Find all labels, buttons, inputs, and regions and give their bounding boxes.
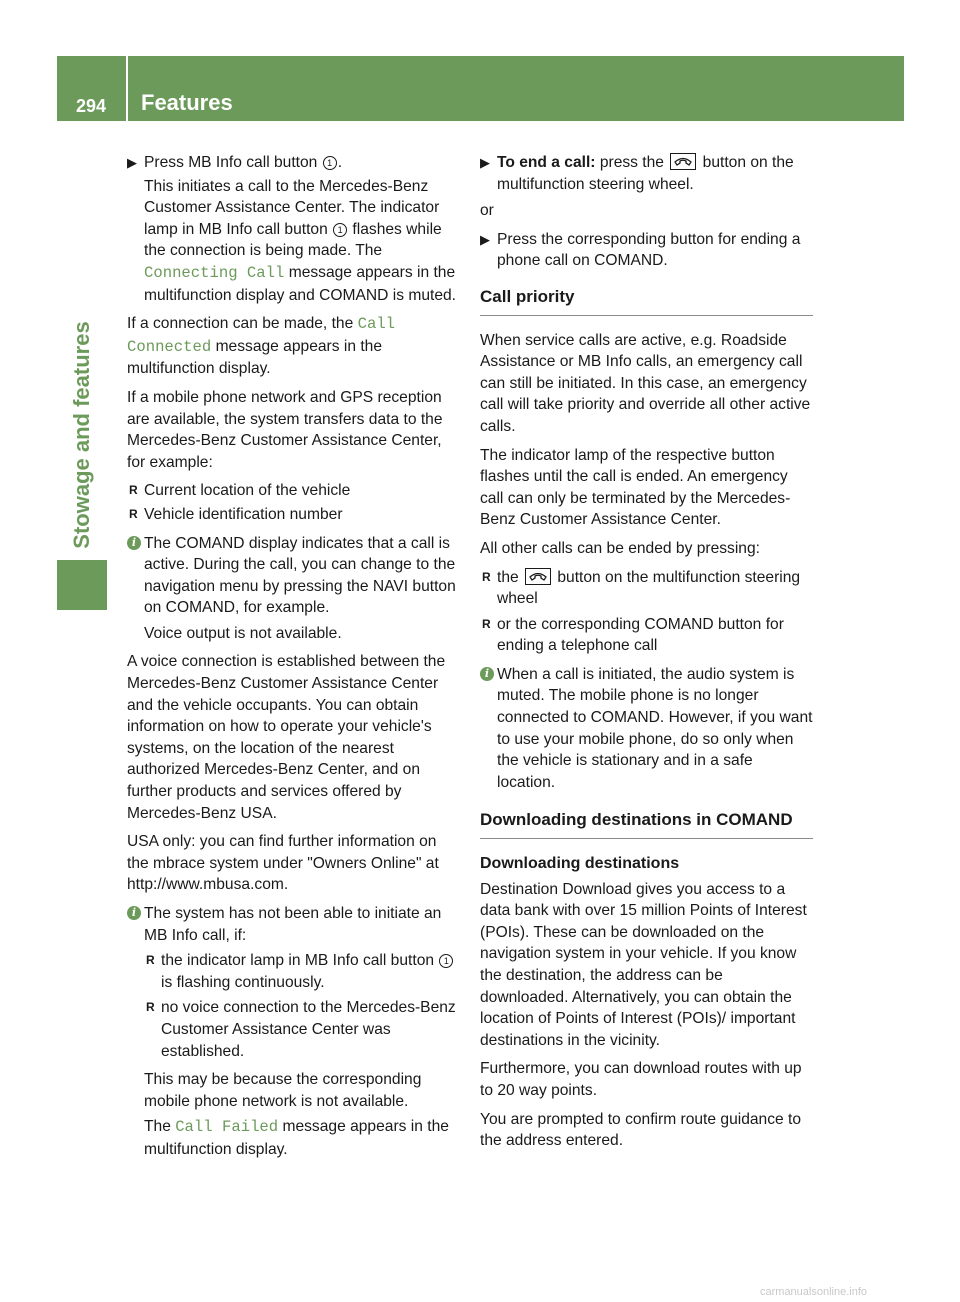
right-column (480, 152, 813, 1159)
list-item: R Vehicle identification number (127, 504, 460, 526)
list-item: R Current location of the vehicle (127, 480, 460, 502)
paragraph-download-2: Furthermore, you can download routes with up to 20 way points. (480, 1060, 802, 1099)
arrow-right-icon: ▶ (480, 231, 490, 247)
sidebar-chapter-marker (57, 560, 107, 610)
callout-number-icon: 1 (323, 156, 337, 170)
info-icon: i (127, 906, 141, 920)
end-call-icon (525, 568, 551, 585)
paragraph-network: If a mobile phone network and GPS reception are available, the system transfers data to the Mercedes-Benz Customer Assistance Center, for example: (127, 388, 443, 471)
heading-downloading-destinations-comand: Downloading destinations in COMAND (480, 809, 813, 839)
callout-number-icon: 1 (439, 954, 453, 968)
end-call-icon (670, 153, 696, 170)
arrow-right-icon: ▶ (480, 155, 490, 170)
page-number: 294 (75, 96, 107, 116)
subheading-downloading-destinations: Downloading destinations (480, 855, 680, 873)
display-message: Connecting Call (144, 263, 285, 282)
section-title: Features (141, 90, 233, 115)
info-note-call-not-initiated: i The system has not been able to initiate an MB Info call, if: R the indicator lamp in MB Info call button 1 is flashing continuously. R no voice connection to the Mercedes-Benz Customer Assistance Center was established. This may be because the corresponding mobile phone network is not available. The Call Failed message appears in the multifunction display. (127, 903, 460, 1161)
step-press-mb-info: ▶ Press MB Info call button 1 . (127, 152, 460, 174)
transfer-data-list (127, 480, 460, 525)
or-text: or (480, 202, 494, 220)
info-note-audio-muted: i When a call is initiated, the audio system is muted. The mobile phone is no longer connected to COMAND. However, if you want to use your mobile phone, do so only when the vehicle is stationary and in a safe location. (480, 664, 813, 794)
list-item: R the indicator lamp in MB Info call button 1 is flashing continuously. (144, 950, 460, 993)
display-message: Call Failed (175, 1118, 279, 1137)
paragraph-priority-2: The indicator lamp of the respective button flashes until the call is ended. An emergency call can only be terminated by the Mercedes-Benz Customer Assistance Center. (480, 446, 791, 529)
header-separator (126, 56, 128, 121)
step-end-call-comand: ▶ Press the corresponding button for ending a phone call on COMAND. (480, 230, 801, 270)
heading-call-priority: Call priority (480, 286, 813, 316)
list-item: R the button on the multifunction steering wheel (480, 567, 813, 610)
end-call-options-list (480, 567, 813, 657)
info-note-comand-display: i The COMAND display indicates that a call is active. During the call, you can change to the navigation menu by pressing the NAVI button on COMAND, for example. Voice output is not available. (127, 533, 460, 645)
paragraph-priority-3: All other calls can be ended by pressing: (480, 539, 760, 557)
display-message: Call Connected (127, 315, 396, 356)
footer-watermark: carmanualsonline.info (760, 1286, 868, 1298)
paragraph-priority-1: When service calls are active, e.g. Roadside Assistance or MB Info calls, an emergency call can still be initiated. In this case, an emergency call will take priority and override all other active calls. (480, 331, 811, 435)
paragraph-download-3: You are prompted to confirm route guidance to the address entered. (480, 1110, 802, 1150)
step-end-call: ▶ To end a call: press the button on the multifunction steering wheel. (480, 154, 794, 193)
paragraph-usa-only: USA only: you can find further information on the mbrace system under "Owners Online" at http://www.mbusa.com. (127, 833, 439, 894)
step-description: This initiates a call to the Mercedes-Benz Customer Assistance Center. The indicator lamp in MB Info call button 1 flashes while the connection is being made. The Connecting Call message appears in the multifunction display and COMAND is muted. (144, 177, 456, 304)
callout-number-icon: 1 (333, 223, 347, 237)
arrow-right-icon: ▶ (127, 155, 137, 170)
info-icon: i (127, 536, 141, 550)
list-item: R no voice connection to the Mercedes-Benz Customer Assistance Center was established. (144, 997, 460, 1062)
sidebar-chapter-label: Stowage and features (69, 321, 94, 549)
left-column (127, 152, 460, 1168)
failure-reasons-list (144, 950, 460, 1062)
paragraph-connected: If a connection can be made, the Call Connected message appears in the multifunction display. (127, 315, 396, 378)
paragraph-download-1: Destination Download gives you access to a data bank with over 15 million Points of Interest (POIs). These can be downloaded on the navigation system in your vehicle. If you know the destination, the address can be downloaded. Alternatively, you can obtain the location of Points of Interest (POIs)/ important destinations in the vicinity. (480, 880, 807, 1049)
info-icon: i (480, 667, 494, 681)
list-item: R or the corresponding COMAND button for ending a telephone call (480, 614, 813, 657)
paragraph-voice-connection: A voice connection is established between the Mercedes-Benz Customer Assistance Center and the vehicle occupants. You can obtain information on how to operate your vehicle's systems, on the location of the nearest authorized Mercedes-Benz Center, and on further products and services offered by Mercedes-Benz USA. (127, 653, 446, 822)
